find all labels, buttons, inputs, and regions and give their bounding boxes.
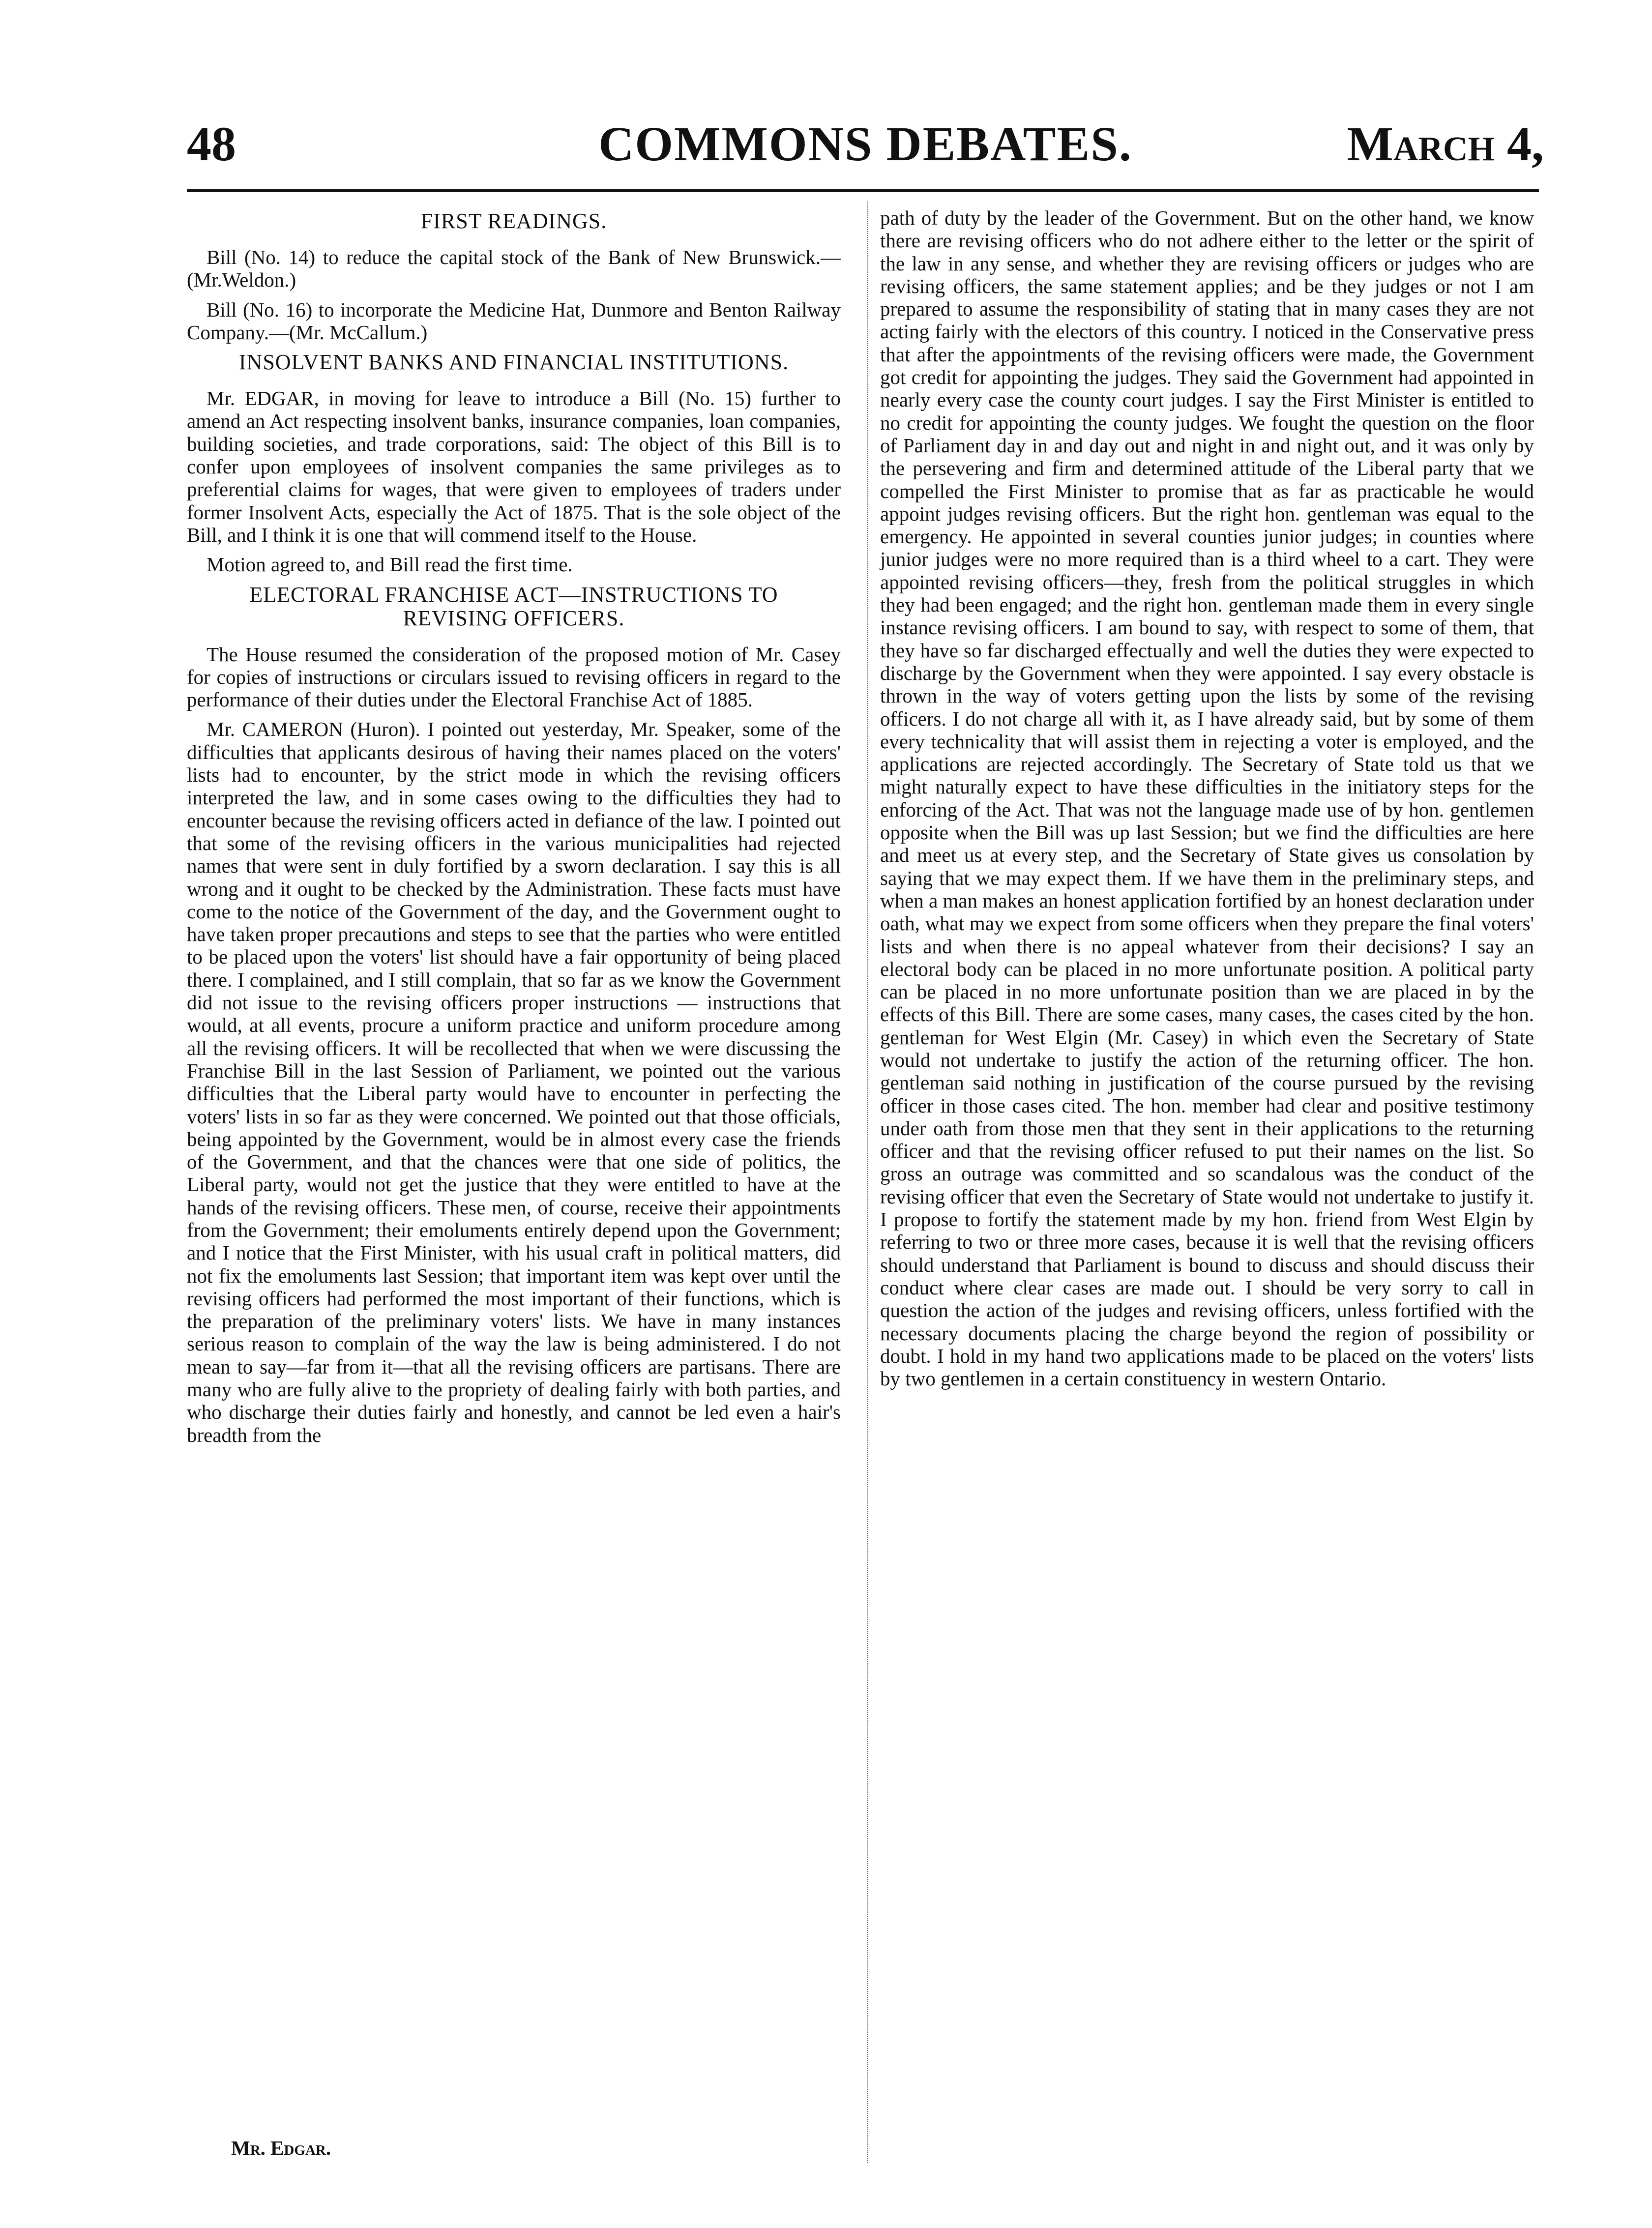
right-column xyxy=(880,206,1534,1397)
edgar-speech-paragraph: Mr. EDGAR, in moving for leave to introduce a Bill (No. 15) further to amend an Act respecting insolvent banks, insurance companies, loan companies, building societies, and trade corporations, said: The object of this Bill is to confer upon employees of insolvent companies the same privileges as to preferential claims for wages, that were given to employees of traders under former Insolvent Acts, especially the Act of 1875. That is the sole object of the Bill, and I think it is one that will commend itself to the House. xyxy=(187,387,841,546)
section-heading-electoral-franchise: ELECTORAL FRANCHISE ACT—INSTRUCTIONS TO REVISING OFFICERS. xyxy=(249,582,778,630)
left-column xyxy=(187,206,841,1453)
cameron-speech-continuation: path of duty by the leader of the Government. But on the other hand, we know there are revising officers who do not adhere either to the letter or the spirit of the law in any sense, and whether they are revising officers or judges who are revising officers, the same statement applies; and be they judges or not I am prepared to assume the responsibility of stating that in many cases they are not acting fairly with the electors of this country. I noticed in the Conservative press that after the appointments of the revising officers were made, the Government got credit for appointing the judges. They said the Government had appointed in nearly every case the county court judges. I say the First Minister is entitled to no credit for appointing the county judges. We fought the question on the floor of Parliament day in and day out and night in and night out, and it was only by the persevering and firm and determined attitude of the Liberal party that we compelled the First Minister to promise that as far as practicable he would appoint judges revising officers. But the right hon. gentleman was equal to the emergency. He appointed in several counties junior judges; in counties where junior judges were no more required than is a third wheel to a cart. They were appointed revising officers—they, fresh from the political struggles in which they had been engaged; and the right hon. gentleman made them in every single instance revising officers. I am bound to say, with respect to some of them, that they have so far discharged effectually and well the duties they were expected to discharge by the Government when they were appointed. I say every obstacle is thrown in the way of voters getting upon the lists by some of the revising officers. I do not charge all with it, as I have already said, but by some of them every technicality that will assist them in rejecting a voter is employed, and the applications are rejected accordingly. The Secretary of State told us that we might naturally expect to have these difficulties in the initiatory steps for the enforcing of the Act. That was not the language made use of by hon. gentlemen opposite when the Bill was up last Session; but we find the difficulties are here and meet us at every step, and the Secretary of State gives us consolation by saying that we may expect them. If we have them in the preliminary steps, and when a man makes an honest application fortified by an honest declaration under oath, what may we expect from some officers when they prepare the final voters' lists and when there is no appeal whatever from their decisions? I say an electoral body can be placed in no more unfortunate position. A political party can be placed in no more unfortunate position than we are placed in by the effects of this Bill. There are some cases, many cases, the cases cited by the hon. gentleman for West Elgin (Mr. Casey) in which even the Secretary of State would not undertake to justify the action of the returning officer. The hon. gentleman said nothing in justification of the course pursued by the revising officer in those cases cited. The hon. member had clear and positive testimony under oath from those men that they sent in their applications to the returning officer and that the revising officer refused to put their names on the list. So gross an outrage was committed and so scandalous was the conduct of the revising officer that even the Secretary of State would not undertake to justify it. I propose to fortify the statement made by my hon. friend from West Elgin by referring to two or three more cases, because it is well that the revising officers should understand that Parliament is bound to discuss and should discuss their conduct where clear cases are made out. I should be very sorry to call in question the action of the judges and revising officers, unless fortified with the necessary documents placing the charge beyond the region of possibility or doubt. I hold in my hand two applications made to be placed on the voters' lists by two gentlemen in a certain constituency in western Ontario. xyxy=(880,206,1534,1390)
footer-speaker-name: Mr. Edgar. xyxy=(231,2137,331,2159)
section-heading-insolvent-banks: INSOLVENT BANKS AND FINANCIAL INSTITUTIONS. xyxy=(238,350,789,375)
house-resumed-paragraph: The House resumed the consideration of the proposed motion of Mr. Casey for copies of instructions or circulars issued to revising officers in regard to the performance of their duties under the Electoral Franchise Act of 1885. xyxy=(187,643,841,711)
motion-paragraph: Motion agreed to, and Bill read the first time. xyxy=(206,553,573,576)
page-number: 48 xyxy=(187,117,236,171)
column-divider xyxy=(867,202,868,2163)
section-heading-first-readings: FIRST READINGS. xyxy=(420,209,607,233)
page-date: March 4, xyxy=(1347,117,1544,171)
bill-16-paragraph: Bill (No. 16) to incorporate the Medicine Hat, Dunmore and Benton Railway Company.—(Mr. McCallum.) xyxy=(187,298,841,344)
bill-14-paragraph: Bill (No. 14) to reduce the capital stock of the Bank of New Brunswick.—(Mr.Weldon.) xyxy=(187,246,841,292)
cameron-speech-paragraph: Mr. CAMERON (Huron). I pointed out yesterday, Mr. Speaker, some of the difficulties that applicants desirous of having their names placed on the voters' lists had to encounter, by the strict mode in which the revising officers interpreted the law, and in some cases owing to the difficulties they had to encounter because the revising officers acted in defiance of the law. I pointed out that some of the revising officers in the various municipalities had rejected names that were sent in duly fortified by a sworn declaration. I say this is all wrong and it ought to be checked by the Administration. These facts must have come to the notice of the Government of the day, and the Government ought to have taken proper precautions and steps to see that the parties who were entitled to be placed upon the voters' list should have a fair opportunity of being placed there. I complained, and I still complain, that so far as we know the Government did not issue to the revising officers proper instructions — instructions that would, at all events, procure a uniform practice and uniform procedure among all the revising officers. It will be recollected that when we were discussing the Franchise Bill in the last Session of Parliament, we pointed out the various difficulties that the Liberal party would have to encounter in perfecting the voters' lists in so far as they were concerned. We pointed out that those officials, being appointed by the Government, would be in almost every case the friends of the Government, and that the chances were that one side of politics, the Liberal party, would not get the justice that they were entitled to have at the hands of the revising officers. These men, of course, receive their appointments from the Government; their emoluments entirely depend upon the Government; and I notice that the First Minister, with his usual craft in political matters, did not fix the emoluments last Session; that important item was kept over until the revising officers had performed the most important of their functions, which is the preparation of the preliminary voters' lists. We have in many instances serious reason to complain of the way the law is being administered. I do not mean to say—far from it—that all the revising officers are partisans. There are many who are fully alive to the propriety of dealing fairly with both parties, and who discharge their duties fairly and honestly, and cannot be led even a hair's breadth from the xyxy=(187,718,841,1446)
header-rule xyxy=(187,189,1539,192)
page-header xyxy=(187,116,1544,184)
page-title: COMMONS DEBATES. xyxy=(598,117,1132,171)
